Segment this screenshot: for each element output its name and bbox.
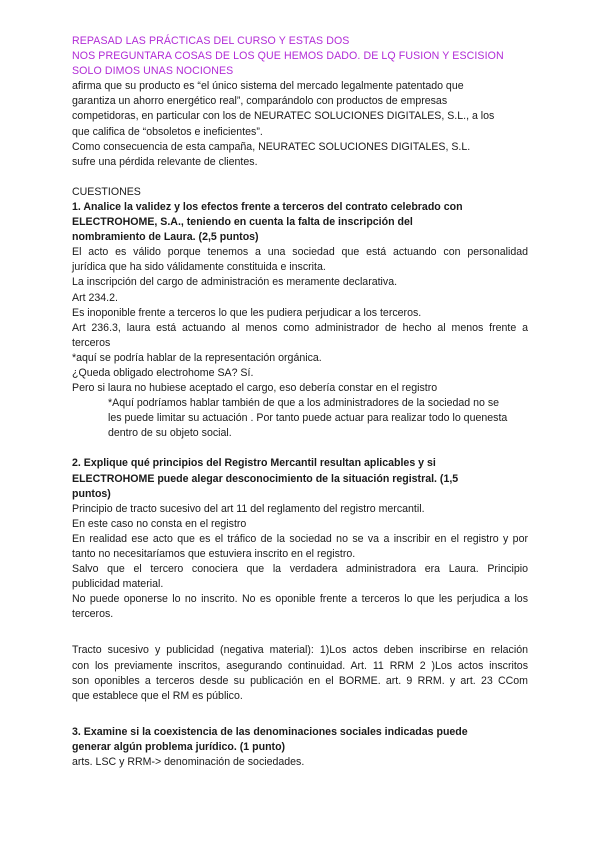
answer-line: terceros (72, 336, 111, 349)
answer-line: Es inoponible frente a terceros lo que les pudiera perjudicar a los terceros. (72, 306, 422, 319)
indented-note-line: *Aquí podríamos hablar también de que a los administradores de la sociedad no se (108, 397, 500, 410)
answer-line: publicidad material. (72, 578, 164, 591)
intro-paragraph (72, 79, 528, 170)
intro-line: afirma que su producto es “el único sistema del mercado legalmente patentado que (72, 80, 464, 93)
intro-line: garantiza un ahorro energético real”, comparándolo con productos de empresas (72, 95, 448, 108)
answer-line: tanto no necesitaríamos que estuviera inscrito en el registro. (72, 548, 356, 560)
answer-line: arts. LSC y RRM-> denominación de sociedades. (72, 756, 305, 769)
summary-line: Tracto sucesivo y publicidad (negativa material): 1)Los actos deben inscribirse en relación (72, 644, 528, 657)
summary-line: con los previamente inscritos, asegurando continuidad. Art. 11 RRM 2 )Los actos inscritos (72, 659, 528, 672)
purple-note-line: REPASAD LAS PRÁCTICAS DEL CURSO Y ESTAS DOS (72, 35, 350, 47)
question-1-title: 1. Analice la validez y los efectos frente a terceros del contrato celebrado con (72, 200, 463, 213)
answer-line: La inscripción del cargo de administración es meramente declarativa. (72, 276, 398, 289)
purple-note-line: SOLO DIMOS UNAS NOCIONES (72, 65, 234, 78)
answer-line: En este caso no consta en el registro (72, 517, 247, 530)
answer-line: Pero si laura no hubiese aceptado el cargo, eso debería constar en el registro (72, 382, 438, 395)
question-1 (72, 200, 528, 442)
answer-line: Principio de tracto sucesivo del art 11 del reglamento del registro mercantil. (72, 502, 425, 515)
purple-note-line: NOS PREGUNTARA COSAS DE LOS QUE HEMOS DADO. DE LQ FUSION Y ESCISION (72, 50, 504, 63)
answer-line: El acto es válido porque tenemos a una sociedad que está actuando con personalidad (72, 246, 528, 259)
indented-note-line: dentro de su objeto social. (108, 427, 232, 440)
answer-line: Salvo que el tercero conociera que la verdadera administradora era Laura. Principio (72, 563, 528, 576)
intro-line: competidoras, en particular con los de NEURATEC SOLUCIONES DIGITALES, S.L., a los (72, 110, 495, 123)
question-1-title: ELECTROHOME, S.A., teniendo en cuenta la falta de inscripción del (72, 216, 413, 229)
answer-line: ¿Queda obligado electrohome SA? Sí. (72, 366, 254, 379)
question-3 (72, 725, 528, 770)
purple-note (72, 34, 528, 79)
answer-line: *aquí se podría hablar de la representación orgánica. (72, 351, 322, 364)
question-1-title: nombramiento de Laura. (2,5 puntos) (72, 231, 259, 244)
question-2-title: ELECTROHOME puede alegar desconocimiento de la situación registral. (1,5 (72, 472, 459, 485)
question-3-title: 3. Examine si la coexistencia de las denominaciones sociales indicadas puede (72, 725, 468, 738)
answer-line: En realidad ese acto que es el tráfico de la sociedad no se va a inscribir en el registro y por (72, 532, 528, 545)
answer-line: Art 234.2. (72, 291, 118, 304)
indented-note (72, 396, 528, 441)
indented-note-line: les puede limitar su actuación . Por tanto puede actuar para realizar todo lo quenesta (108, 412, 508, 425)
answer-line: No puede oponerse lo no inscrito. No es oponible frente a terceros lo que les perjudica a los (72, 593, 528, 606)
cuestiones-heading: CUESTIONES (72, 185, 141, 198)
intro-line: Como consecuencia de esta campaña, NEURATEC SOLUCIONES DIGITALES, S.L. (72, 140, 471, 153)
question-2-title: puntos) (72, 487, 111, 500)
summary-line: son oponibles a terceros desde su publicación en el BORME. art. 9 RRM. y art. 23 CCom (72, 674, 528, 687)
summary-line: que establece que el RM es público. (72, 689, 243, 702)
question-3-title: generar algún problema jurídico. (1 punto) (72, 740, 286, 753)
answer-line: Art 236.3, laura está actuando al menos como administrador de hecho al menos frente a (72, 321, 528, 334)
question-2-title: 2. Explique qué principios del Registro Mercantil resultan aplicables y si (72, 457, 436, 470)
intro-line: que califica de “obsoletos e ineficientes”. (72, 125, 263, 138)
answer-line: terceros. (72, 608, 114, 621)
answer-line: jurídica que ha sido válidamente constituida e inscrita. (72, 261, 326, 274)
document-page (72, 34, 528, 770)
question-2 (72, 456, 528, 703)
intro-line: sufre una pérdida relevante de clientes. (72, 155, 258, 168)
